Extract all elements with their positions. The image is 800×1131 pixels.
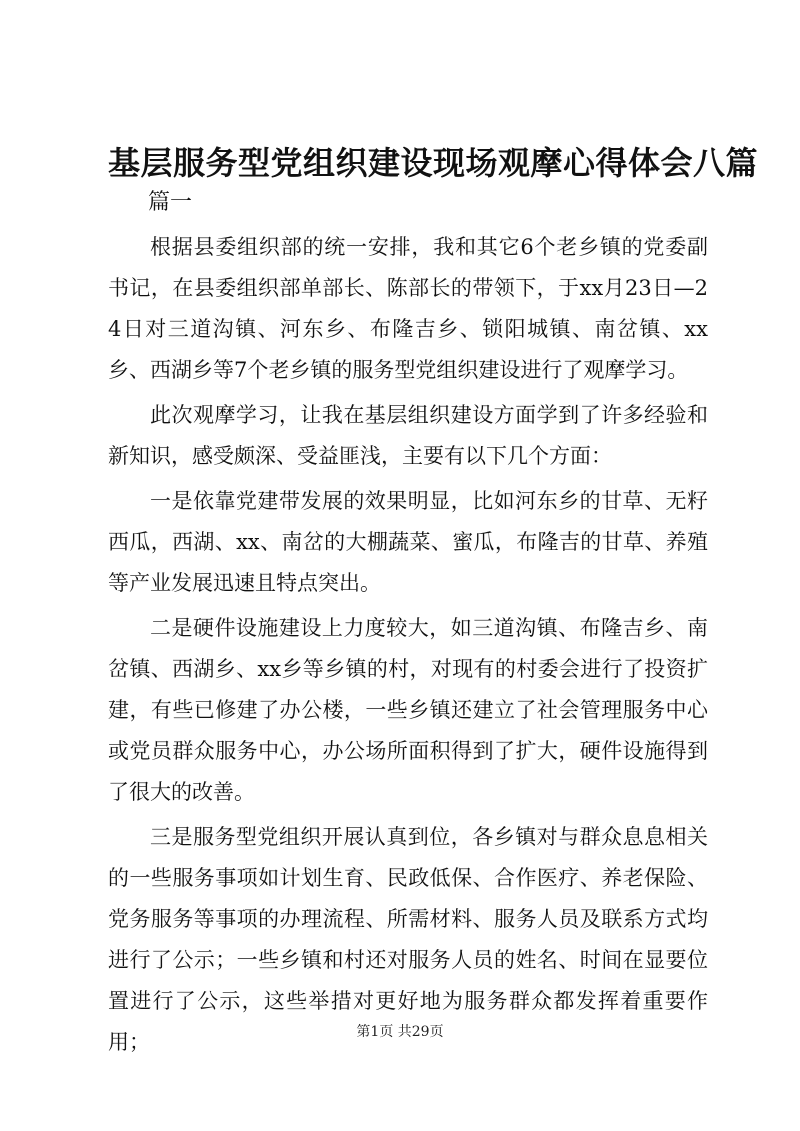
document-body bbox=[108, 227, 708, 1067]
paragraph: 此次观摩学习，让我在基层组织建设方面学到了许多经验和新知识，感受颇深、受益匪浅，主要有以下几个方面： bbox=[108, 403, 708, 468]
section-label: 篇一 bbox=[148, 190, 193, 215]
document-title: 基层服务型党组织建设现场观摩心得体会八篇 bbox=[108, 144, 759, 182]
paragraph: 二是硬件设施建设上力度较大，如三道沟镇、布隆吉乡、南岔镇、西湖乡、xx乡等乡镇的村，对现有的村委会进行了投资扩建，有些已修建了办公楼，一些乡镇还建立了社会管理服务中心或党员群众服务中心，办公场所面积得到了扩大，硬件设施得到了很大的改善。 bbox=[108, 616, 708, 804]
page-number: 第1页 共29页 bbox=[356, 1024, 444, 1040]
paragraph: 一是依靠党建带发展的效果明显，比如河东乡的甘草、无籽西瓜，西湖、xx、南岔的大棚蔬菜、蜜瓜，布隆吉的甘草、养殖等产业发展迅速且特点突出。 bbox=[108, 489, 708, 595]
paragraph: 根据县委组织部的统一安排，我和其它6个老乡镇的党委副书记，在县委组织部单部长、陈部长的带领下，于xx月23日—24日对三道沟镇、河东乡、布隆吉乡、锁阳城镇、南岔镇、xx乡、西湖乡等7个老乡镇的服务型党组织建设进行了观摩学习。 bbox=[108, 235, 708, 382]
paragraph: 三是服务型党组织开展认真到位，各乡镇对与群众息息相关的一些服务事项如计划生育、民政低保、合作医疗、养老保险、党务服务等事项的办理流程、所需材料、服务人员及联系方式均进行了公示；一些乡镇和村还对服务人员的姓名、时间在显要位置进行了公示，这些举措对更好地为服务群众都发挥着重要作用； bbox=[108, 825, 708, 1054]
page-footer bbox=[0, 1022, 800, 1042]
